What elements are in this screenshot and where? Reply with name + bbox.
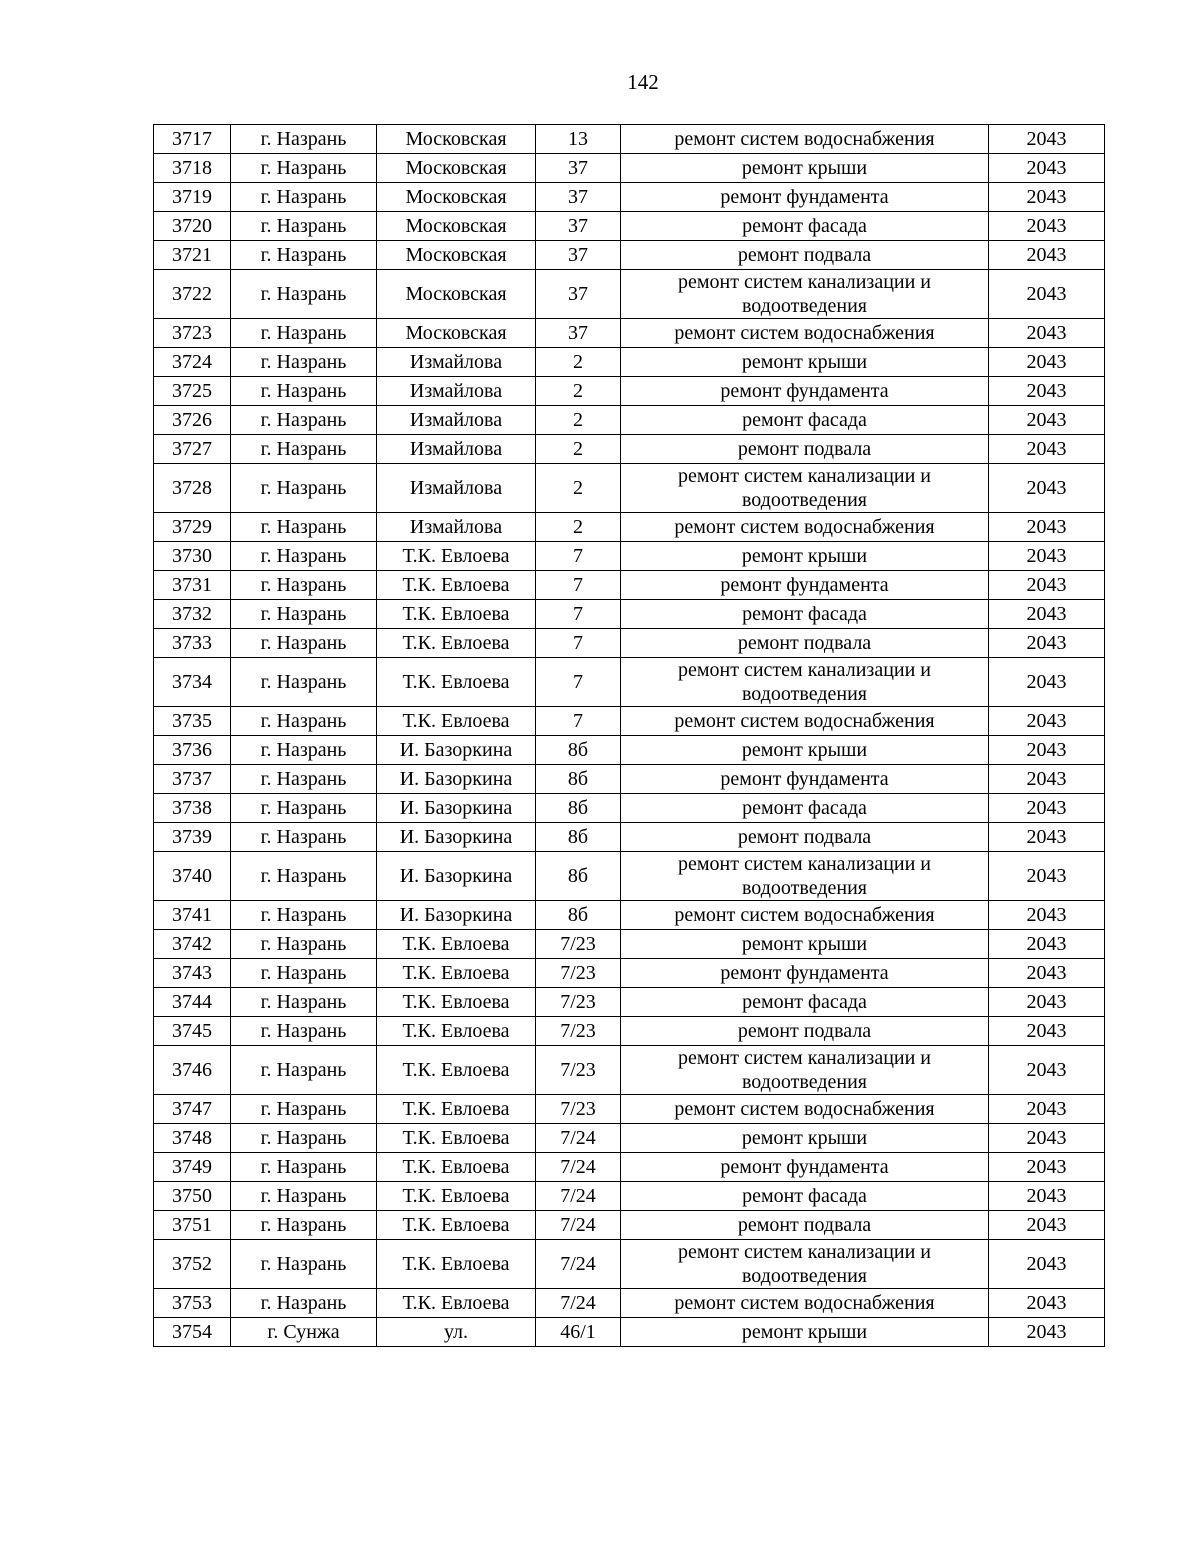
- table-row: [154, 823, 1105, 852]
- year-cell: 2043: [989, 377, 1105, 406]
- row-number-cell: 3720: [154, 212, 231, 241]
- street-cell: Измайлова: [377, 348, 536, 377]
- row-number-cell: 3732: [154, 600, 231, 629]
- table-row: [154, 464, 1105, 513]
- street-cell: Т.К. Евлоева: [377, 542, 536, 571]
- house-number-cell: 8б: [536, 852, 621, 901]
- street-cell: Измайлова: [377, 435, 536, 464]
- year-cell: 2043: [989, 1124, 1105, 1153]
- year-cell: 2043: [989, 707, 1105, 736]
- table-row: [154, 1124, 1105, 1153]
- page-number: 142: [627, 70, 659, 94]
- table-row: [154, 930, 1105, 959]
- row-number-cell: 3744: [154, 988, 231, 1017]
- year-cell: 2043: [989, 319, 1105, 348]
- work-type-cell: ремонт систем канализации и водоотведения: [621, 852, 989, 901]
- city-cell: г. Назрань: [231, 1289, 377, 1318]
- row-number-cell: 3752: [154, 1240, 231, 1289]
- work-type-cell: ремонт фундамента: [621, 1153, 989, 1182]
- city-cell: г. Назрань: [231, 377, 377, 406]
- street-cell: И. Базоркина: [377, 901, 536, 930]
- city-cell: г. Назрань: [231, 348, 377, 377]
- row-number-cell: 3717: [154, 125, 231, 154]
- table-row: [154, 988, 1105, 1017]
- table-row: [154, 901, 1105, 930]
- table-row: [154, 183, 1105, 212]
- work-type-cell: ремонт крыши: [621, 348, 989, 377]
- house-number-cell: 37: [536, 319, 621, 348]
- row-number-cell: 3753: [154, 1289, 231, 1318]
- year-cell: 2043: [989, 736, 1105, 765]
- year-cell: 2043: [989, 1289, 1105, 1318]
- year-cell: 2043: [989, 600, 1105, 629]
- row-number-cell: 3729: [154, 513, 231, 542]
- street-cell: Т.К. Евлоева: [377, 1095, 536, 1124]
- street-cell: Московская: [377, 183, 536, 212]
- house-number-cell: 2: [536, 435, 621, 464]
- house-number-cell: 2: [536, 513, 621, 542]
- table-row: [154, 736, 1105, 765]
- house-number-cell: 7/24: [536, 1240, 621, 1289]
- table-row: [154, 600, 1105, 629]
- street-cell: Измайлова: [377, 406, 536, 435]
- city-cell: г. Назрань: [231, 571, 377, 600]
- street-cell: Т.К. Евлоева: [377, 1240, 536, 1289]
- house-number-cell: 8б: [536, 765, 621, 794]
- city-cell: г. Назрань: [231, 765, 377, 794]
- house-number-cell: 7/23: [536, 1095, 621, 1124]
- table-row: [154, 348, 1105, 377]
- year-cell: 2043: [989, 901, 1105, 930]
- row-number-cell: 3725: [154, 377, 231, 406]
- year-cell: 2043: [989, 629, 1105, 658]
- house-number-cell: 8б: [536, 823, 621, 852]
- work-type-cell: ремонт фасада: [621, 988, 989, 1017]
- street-cell: Московская: [377, 319, 536, 348]
- row-number-cell: 3734: [154, 658, 231, 707]
- street-cell: Т.К. Евлоева: [377, 1017, 536, 1046]
- year-cell: 2043: [989, 406, 1105, 435]
- city-cell: г. Назрань: [231, 464, 377, 513]
- table-row: [154, 794, 1105, 823]
- city-cell: г. Назрань: [231, 707, 377, 736]
- row-number-cell: 3740: [154, 852, 231, 901]
- row-number-cell: 3730: [154, 542, 231, 571]
- street-cell: Т.К. Евлоева: [377, 658, 536, 707]
- house-number-cell: 7/23: [536, 1017, 621, 1046]
- year-cell: 2043: [989, 183, 1105, 212]
- street-cell: Т.К. Евлоева: [377, 930, 536, 959]
- work-type-cell: ремонт крыши: [621, 154, 989, 183]
- table-row: [154, 513, 1105, 542]
- street-cell: И. Базоркина: [377, 736, 536, 765]
- year-cell: 2043: [989, 1211, 1105, 1240]
- row-number-cell: 3722: [154, 270, 231, 319]
- house-number-cell: 7/23: [536, 930, 621, 959]
- house-number-cell: 8б: [536, 794, 621, 823]
- street-cell: Т.К. Евлоева: [377, 1153, 536, 1182]
- street-cell: Т.К. Евлоева: [377, 1211, 536, 1240]
- work-type-cell: ремонт крыши: [621, 930, 989, 959]
- house-number-cell: 2: [536, 377, 621, 406]
- street-cell: Измайлова: [377, 464, 536, 513]
- house-number-cell: 7/24: [536, 1211, 621, 1240]
- table-row: [154, 1153, 1105, 1182]
- work-type-cell: ремонт подвала: [621, 435, 989, 464]
- street-cell: Московская: [377, 241, 536, 270]
- house-number-cell: 7/23: [536, 988, 621, 1017]
- row-number-cell: 3742: [154, 930, 231, 959]
- house-number-cell: 46/1: [536, 1318, 621, 1347]
- city-cell: г. Назрань: [231, 794, 377, 823]
- year-cell: 2043: [989, 348, 1105, 377]
- year-cell: 2043: [989, 270, 1105, 319]
- house-number-cell: 7: [536, 707, 621, 736]
- city-cell: г. Назрань: [231, 988, 377, 1017]
- work-type-cell: ремонт фасада: [621, 600, 989, 629]
- row-number-cell: 3745: [154, 1017, 231, 1046]
- street-cell: Московская: [377, 154, 536, 183]
- city-cell: г. Назрань: [231, 600, 377, 629]
- city-cell: г. Назрань: [231, 736, 377, 765]
- street-cell: Московская: [377, 212, 536, 241]
- house-number-cell: 7/23: [536, 1046, 621, 1095]
- work-type-cell: ремонт систем канализации и водоотведения: [621, 464, 989, 513]
- table-row: [154, 125, 1105, 154]
- work-type-cell: ремонт фундамента: [621, 183, 989, 212]
- work-type-cell: ремонт подвала: [621, 1017, 989, 1046]
- street-cell: И. Базоркина: [377, 794, 536, 823]
- house-number-cell: 7: [536, 629, 621, 658]
- row-number-cell: 3721: [154, 241, 231, 270]
- row-number-cell: 3724: [154, 348, 231, 377]
- work-type-cell: ремонт крыши: [621, 1124, 989, 1153]
- year-cell: 2043: [989, 212, 1105, 241]
- house-number-cell: 37: [536, 183, 621, 212]
- street-cell: И. Базоркина: [377, 823, 536, 852]
- street-cell: Московская: [377, 125, 536, 154]
- year-cell: 2043: [989, 959, 1105, 988]
- work-type-cell: ремонт фасада: [621, 1182, 989, 1211]
- table-row: [154, 1211, 1105, 1240]
- table-row: [154, 1095, 1105, 1124]
- work-type-cell: ремонт систем водоснабжения: [621, 319, 989, 348]
- work-type-cell: ремонт крыши: [621, 1318, 989, 1347]
- year-cell: 2043: [989, 823, 1105, 852]
- house-number-cell: 7/24: [536, 1182, 621, 1211]
- row-number-cell: 3739: [154, 823, 231, 852]
- year-cell: 2043: [989, 658, 1105, 707]
- work-type-cell: ремонт подвала: [621, 241, 989, 270]
- row-number-cell: 3731: [154, 571, 231, 600]
- row-number-cell: 3736: [154, 736, 231, 765]
- table-row: [154, 1240, 1105, 1289]
- year-cell: 2043: [989, 1318, 1105, 1347]
- work-type-cell: ремонт систем водоснабжения: [621, 707, 989, 736]
- house-number-cell: 7: [536, 600, 621, 629]
- row-number-cell: 3748: [154, 1124, 231, 1153]
- table-row: [154, 852, 1105, 901]
- street-cell: И. Базоркина: [377, 765, 536, 794]
- year-cell: 2043: [989, 435, 1105, 464]
- table-row: [154, 658, 1105, 707]
- year-cell: 2043: [989, 794, 1105, 823]
- street-cell: Т.К. Евлоева: [377, 1046, 536, 1095]
- street-cell: Измайлова: [377, 377, 536, 406]
- house-number-cell: 7: [536, 571, 621, 600]
- row-number-cell: 3749: [154, 1153, 231, 1182]
- city-cell: г. Назрань: [231, 823, 377, 852]
- house-number-cell: 2: [536, 464, 621, 513]
- street-cell: Московская: [377, 270, 536, 319]
- work-type-cell: ремонт систем водоснабжения: [621, 1289, 989, 1318]
- work-type-cell: ремонт подвала: [621, 823, 989, 852]
- table-row: [154, 1318, 1105, 1347]
- street-cell: Т.К. Евлоева: [377, 1289, 536, 1318]
- city-cell: г. Назрань: [231, 406, 377, 435]
- table-row: [154, 1182, 1105, 1211]
- city-cell: г. Назрань: [231, 435, 377, 464]
- street-cell: Т.К. Евлоева: [377, 959, 536, 988]
- row-number-cell: 3754: [154, 1318, 231, 1347]
- table-row: [154, 1289, 1105, 1318]
- street-cell: Т.К. Евлоева: [377, 629, 536, 658]
- repair-schedule-table: [153, 124, 1105, 1347]
- work-type-cell: ремонт крыши: [621, 542, 989, 571]
- house-number-cell: 7: [536, 658, 621, 707]
- house-number-cell: 2: [536, 348, 621, 377]
- house-number-cell: 7: [536, 542, 621, 571]
- year-cell: 2043: [989, 1182, 1105, 1211]
- city-cell: г. Назрань: [231, 901, 377, 930]
- year-cell: 2043: [989, 154, 1105, 183]
- table-row: [154, 319, 1105, 348]
- house-number-cell: 7/24: [536, 1153, 621, 1182]
- city-cell: г. Назрань: [231, 154, 377, 183]
- house-number-cell: 37: [536, 212, 621, 241]
- work-type-cell: ремонт систем канализации и водоотведения: [621, 270, 989, 319]
- row-number-cell: 3726: [154, 406, 231, 435]
- table-row: [154, 270, 1105, 319]
- city-cell: г. Назрань: [231, 513, 377, 542]
- city-cell: г. Назрань: [231, 319, 377, 348]
- table-row: [154, 435, 1105, 464]
- work-type-cell: ремонт систем водоснабжения: [621, 513, 989, 542]
- table-row: [154, 377, 1105, 406]
- row-number-cell: 3738: [154, 794, 231, 823]
- work-type-cell: ремонт систем канализации и водоотведения: [621, 1240, 989, 1289]
- year-cell: 2043: [989, 571, 1105, 600]
- table-row: [154, 542, 1105, 571]
- work-type-cell: ремонт подвала: [621, 629, 989, 658]
- house-number-cell: 37: [536, 241, 621, 270]
- street-cell: Т.К. Евлоева: [377, 600, 536, 629]
- year-cell: 2043: [989, 765, 1105, 794]
- row-number-cell: 3719: [154, 183, 231, 212]
- city-cell: г. Назрань: [231, 542, 377, 571]
- table-row: [154, 241, 1105, 270]
- work-type-cell: ремонт подвала: [621, 1211, 989, 1240]
- table-row: [154, 765, 1105, 794]
- year-cell: 2043: [989, 1240, 1105, 1289]
- house-number-cell: 7/24: [536, 1124, 621, 1153]
- city-cell: г. Сунжа: [231, 1318, 377, 1347]
- work-type-cell: ремонт систем водоснабжения: [621, 901, 989, 930]
- work-type-cell: ремонт фундамента: [621, 377, 989, 406]
- city-cell: г. Назрань: [231, 1240, 377, 1289]
- house-number-cell: 37: [536, 154, 621, 183]
- city-cell: г. Назрань: [231, 1046, 377, 1095]
- street-cell: Т.К. Евлоева: [377, 571, 536, 600]
- work-type-cell: ремонт систем водоснабжения: [621, 125, 989, 154]
- table-row: [154, 212, 1105, 241]
- house-number-cell: 7/24: [536, 1289, 621, 1318]
- city-cell: г. Назрань: [231, 270, 377, 319]
- row-number-cell: 3741: [154, 901, 231, 930]
- city-cell: г. Назрань: [231, 1095, 377, 1124]
- work-type-cell: ремонт систем водоснабжения: [621, 1095, 989, 1124]
- work-type-cell: ремонт фасада: [621, 794, 989, 823]
- city-cell: г. Назрань: [231, 1211, 377, 1240]
- work-type-cell: ремонт крыши: [621, 736, 989, 765]
- city-cell: г. Назрань: [231, 930, 377, 959]
- city-cell: г. Назрань: [231, 1124, 377, 1153]
- work-type-cell: ремонт фундамента: [621, 959, 989, 988]
- work-type-cell: ремонт систем канализации и водоотведения: [621, 1046, 989, 1095]
- row-number-cell: 3718: [154, 154, 231, 183]
- table-row: [154, 406, 1105, 435]
- year-cell: 2043: [989, 930, 1105, 959]
- year-cell: 2043: [989, 1153, 1105, 1182]
- street-cell: Т.К. Евлоева: [377, 1182, 536, 1211]
- year-cell: 2043: [989, 241, 1105, 270]
- street-cell: Т.К. Евлоева: [377, 707, 536, 736]
- table-row: [154, 959, 1105, 988]
- city-cell: г. Назрань: [231, 658, 377, 707]
- row-number-cell: 3723: [154, 319, 231, 348]
- row-number-cell: 3747: [154, 1095, 231, 1124]
- street-cell: ул.: [377, 1318, 536, 1347]
- row-number-cell: 3737: [154, 765, 231, 794]
- city-cell: г. Назрань: [231, 125, 377, 154]
- table-row: [154, 154, 1105, 183]
- table-row: [154, 629, 1105, 658]
- house-number-cell: 13: [536, 125, 621, 154]
- work-type-cell: ремонт фасада: [621, 406, 989, 435]
- street-cell: Т.К. Евлоева: [377, 1124, 536, 1153]
- house-number-cell: 2: [536, 406, 621, 435]
- house-number-cell: 7/23: [536, 959, 621, 988]
- city-cell: г. Назрань: [231, 959, 377, 988]
- year-cell: 2043: [989, 125, 1105, 154]
- work-type-cell: ремонт фундамента: [621, 571, 989, 600]
- year-cell: 2043: [989, 852, 1105, 901]
- row-number-cell: 3743: [154, 959, 231, 988]
- row-number-cell: 3735: [154, 707, 231, 736]
- house-number-cell: 8б: [536, 901, 621, 930]
- year-cell: 2043: [989, 1017, 1105, 1046]
- street-cell: И. Базоркина: [377, 852, 536, 901]
- city-cell: г. Назрань: [231, 1182, 377, 1211]
- city-cell: г. Назрань: [231, 1017, 377, 1046]
- city-cell: г. Назрань: [231, 629, 377, 658]
- row-number-cell: 3733: [154, 629, 231, 658]
- year-cell: 2043: [989, 1046, 1105, 1095]
- year-cell: 2043: [989, 988, 1105, 1017]
- work-type-cell: ремонт систем канализации и водоотведения: [621, 658, 989, 707]
- row-number-cell: 3727: [154, 435, 231, 464]
- house-number-cell: 8б: [536, 736, 621, 765]
- table-body: [154, 125, 1105, 1347]
- city-cell: г. Назрань: [231, 1153, 377, 1182]
- work-type-cell: ремонт фундамента: [621, 765, 989, 794]
- city-cell: г. Назрань: [231, 183, 377, 212]
- table-row: [154, 1017, 1105, 1046]
- table-row: [154, 1046, 1105, 1095]
- table-row: [154, 707, 1105, 736]
- year-cell: 2043: [989, 464, 1105, 513]
- row-number-cell: 3751: [154, 1211, 231, 1240]
- row-number-cell: 3746: [154, 1046, 231, 1095]
- city-cell: г. Назрань: [231, 212, 377, 241]
- city-cell: г. Назрань: [231, 852, 377, 901]
- table-row: [154, 571, 1105, 600]
- street-cell: Измайлова: [377, 513, 536, 542]
- work-type-cell: ремонт фасада: [621, 212, 989, 241]
- row-number-cell: 3750: [154, 1182, 231, 1211]
- year-cell: 2043: [989, 1095, 1105, 1124]
- house-number-cell: 37: [536, 270, 621, 319]
- city-cell: г. Назрань: [231, 241, 377, 270]
- row-number-cell: 3728: [154, 464, 231, 513]
- year-cell: 2043: [989, 513, 1105, 542]
- street-cell: Т.К. Евлоева: [377, 988, 536, 1017]
- year-cell: 2043: [989, 542, 1105, 571]
